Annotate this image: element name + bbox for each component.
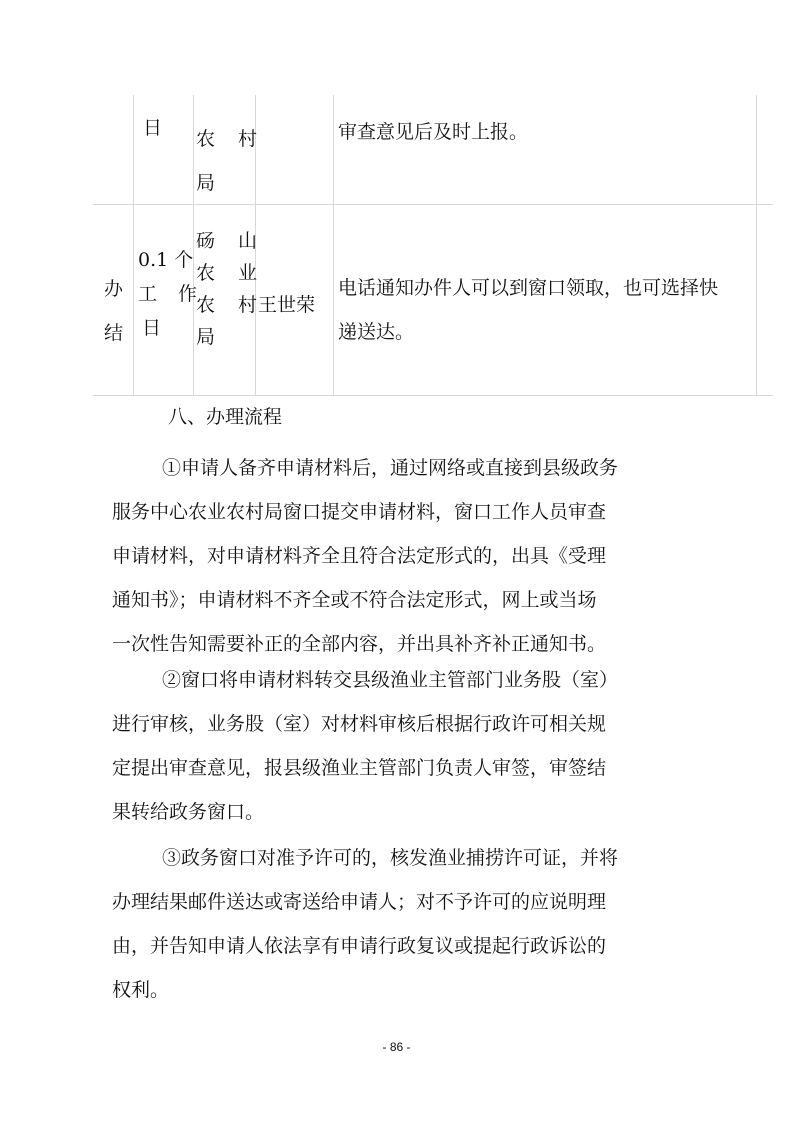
paragraph-line: 通知书》；申请材料不齐全或不符合法定形式，网上或当场: [112, 589, 597, 611]
table-bottom-border: [93, 395, 773, 396]
step-line: 结: [104, 322, 124, 344]
cell-days-finish: [138, 243, 198, 345]
note-text: 审查意见后及时上报。: [338, 121, 529, 143]
person-name: 王世荣: [258, 294, 316, 316]
dept-line: 砀 山: [196, 230, 260, 252]
cell-days-top: [143, 117, 162, 139]
dept-line: 农 业: [196, 262, 260, 284]
table-border-col4: [333, 95, 334, 395]
note-line: 递送达。: [338, 321, 415, 343]
cell-person: [258, 290, 315, 317]
paragraph-line: 申请材料，对申请材料齐全且符合法定形式的，出具《受理: [112, 545, 607, 567]
dept-line: 局: [196, 172, 216, 194]
paragraph-line: 定提出审查意见，报县级渔业主管部门负责人审签，审签结: [112, 757, 607, 779]
section-title: 八、办理流程: [168, 406, 283, 428]
paragraph-line: 服务中心农业农村局窗口提交申请材料，窗口工作人员审查: [112, 501, 607, 523]
paragraph-line: 进行审核，业务股（室）对材料审核后根据行政许可相关规: [112, 713, 607, 735]
page-number: - 86 -: [382, 1040, 411, 1054]
cell-note-finish: [338, 266, 718, 354]
days-text: 日: [143, 117, 163, 139]
paragraph-line: ③政务窗口对准予许可的，核发渔业捕捞许可证，并将: [162, 847, 619, 869]
cell-dept-top: [196, 117, 259, 205]
dept-line: 局: [196, 326, 216, 348]
step-line: 办: [104, 278, 124, 300]
paragraph-line: 办理结果邮件送达或寄送给申请人；对不予许可的应说明理: [112, 891, 607, 913]
cell-step: [104, 267, 123, 355]
table-row-divider: [93, 204, 773, 205]
paragraph-line: 果转给政务窗口。: [112, 801, 265, 823]
paragraph-line: ①申请人备齐申请材料后，通过网络或直接到县级政务: [162, 457, 619, 479]
days-line: 0.1 个: [138, 249, 194, 271]
table-border-col5: [756, 95, 757, 395]
cell-note-top: [338, 117, 528, 144]
cell-dept-finish: [196, 225, 259, 353]
dept-line: 农 村: [196, 128, 260, 150]
paragraph-line: 权利。: [112, 979, 170, 1001]
paragraph-line: 一次性告知需要补正的全部内容，并出具补齐补正通知书。: [112, 633, 607, 655]
paragraph-line: 由，并告知申请人依法享有申请行政复议或提起行政诉讼的: [112, 935, 607, 957]
dept-line: 农 村: [196, 294, 260, 316]
days-line: 工 作: [138, 283, 199, 305]
table-border-left: [133, 95, 134, 395]
paragraph-line: ②窗口将申请材料转交县级渔业主管部门业务股（室）: [162, 669, 619, 691]
days-line: 日: [142, 317, 162, 339]
note-line: 电话通知办件人可以到窗口领取，也可选择快: [338, 277, 719, 299]
